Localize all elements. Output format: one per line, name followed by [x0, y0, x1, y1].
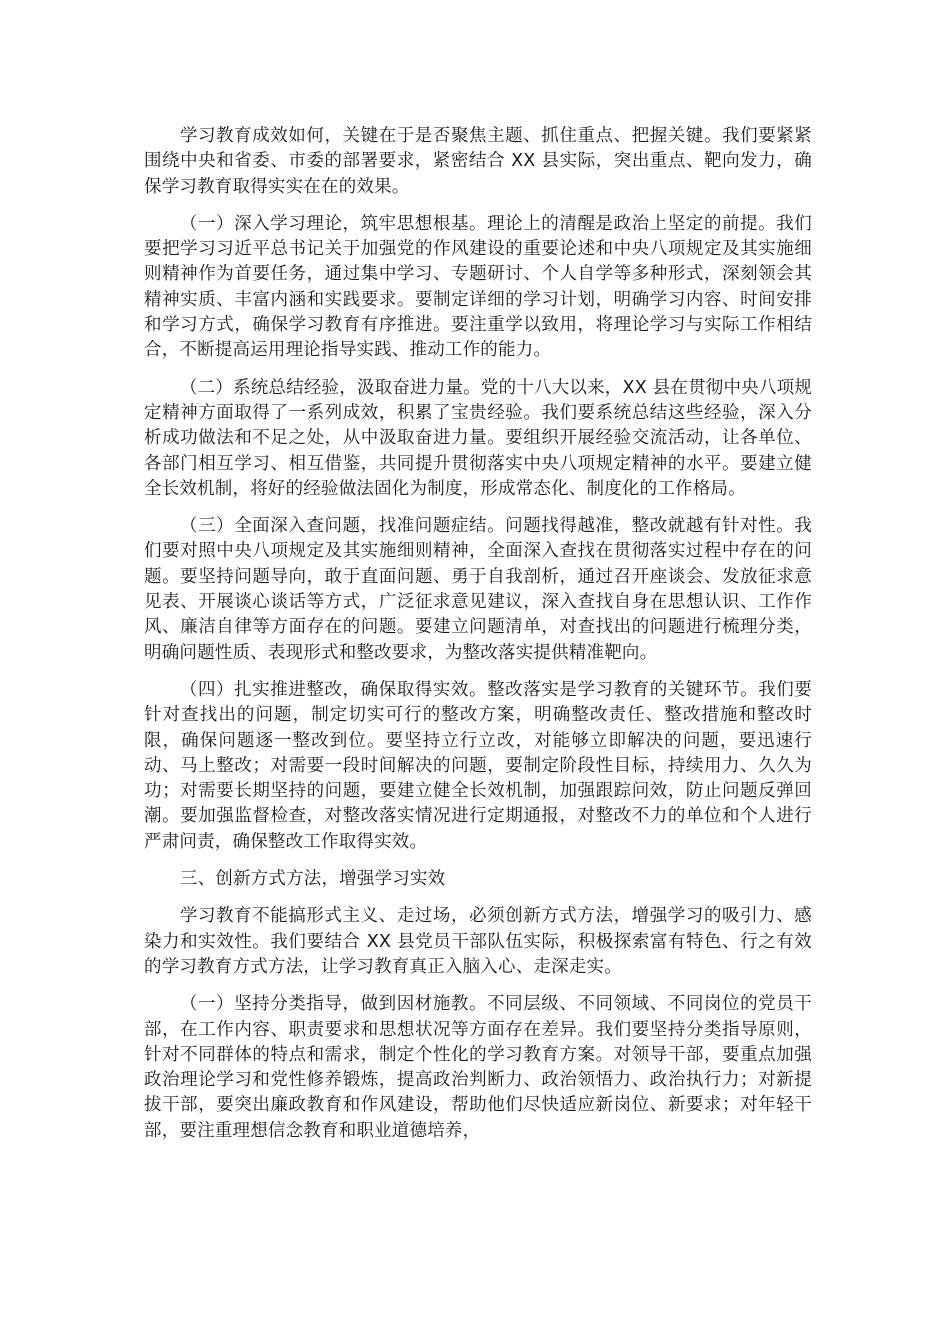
paragraph-find-problems: （三）全面深入查问题，找准问题症结。问题找得越准，整改就越有针对性。我们要对照中央八项规定及其实施细则精神，全面深入查找在贯彻落实过程中存在的问题。要坚持问题导向，敢于直面问题、勇于自我剖析，通过召开座谈会、发放征求意见表、开展谈心谈话等方式，广泛征求意见建议，深入查找自身在思想认识、工作作风、廉洁自律等方面存在的问题。要建立问题清单，对查找出的问题进行梳理分类，明确问题性质、表现形式和整改要求，为整改落实提供精准靶向。	[144, 516, 812, 663]
paragraph-innovation-intro: 学习教育不能搞形式主义、走过场，必须创新方式方法，增强学习的吸引力、感染力和实效性。我们要结合 XX 县党员干部队伍实际，积极探索富有特色、行之有效的学习教育方式方法，让学习教育真正入脑入心、走深走实。	[144, 906, 812, 977]
paragraph-rectification: （四）扎实推进整改，确保取得实效。整改落实是学习教育的关键环节。我们要针对查找出的问题，制定切实可行的整改方案，明确整改责任、整改措施和整改时限，确保问题逐一整改到位。要坚持立行立改，对能够立即解决的问题，要迅速行动、马上整改；对需要一段时间解决的问题，要制定阶段性目标，持续用力、久久为功；对需要长期坚持的问题，要建立健全长效机制，加强跟踪问效，防止问题反弹回潮。要加强监督检查，对整改落实情况进行定期通报，对整改不力的单位和个人进行严肃问责，确保整改工作取得实效。	[144, 679, 812, 852]
document-body	[144, 124, 812, 1156]
paragraph-intro: 学习教育成效如何，关键在于是否聚焦主题、抓住重点、把握关键。我们要紧紧围绕中央和省委、市委的部署要求，紧密结合 XX 县实际，突出重点、靶向发力，确保学习教育取得实实在在的效果。	[144, 126, 812, 197]
paragraph-classified-guidance: （一）坚持分类指导，做到因材施教。不同层级、不同领域、不同岗位的党员干部，在工作内容、职责要求和思想状况等方面存在差异。我们要坚持分类指导原则，针对不同群体的特点和需求，制定个性化的学习教育方案。对领导干部，要重点加强政治理论学习和党性修养锻炼，提高政治判断力、政治领悟力、政治执行力；对新提拔干部，要突出廉政教育和作风建设，帮助他们尽快适应新岗位、新要求；对年轻干部，要注重理想信念教育和职业道德培养，	[144, 994, 812, 1141]
paragraph-study-theory: （一）深入学习理论，筑牢思想根基。理论上的清醒是政治上坚定的前提。我们要把学习习近平总书记关于加强党的作风建设的重要论述和中央八项规定及其实施细则精神作为首要任务，通过集中学习、专题研讨、个人自学等多种形式，深刻领会其精神实质、丰富内涵和实践要求。要制定详细的学习计划，明确学习内容、时间安排和学习方式，确保学习教育有序推进。要注重学以致用，将理论学习与实际工作相结合，不断提高运用理论指导实践、推动工作的能力。	[144, 213, 812, 361]
paragraph-summarize-experience: （二）系统总结经验，汲取奋进力量。党的十八大以来，XX 县在贯彻中央八项规定精神方面取得了一系列成效，积累了宝贵经验。我们要系统总结这些经验，深入分析成功做法和不足之处，从中汲取奋进力量。要组织开展经验交流活动，让各单位、各部门相互学习、相互借鉴，共同提升贯彻落实中央八项规定精神的水平。要建立健全长效机制，将好的经验做法固化为制度，形成常态化、制度化的工作格局。	[144, 377, 812, 499]
section-heading: 三、创新方式方法，增强学习实效	[179, 869, 446, 890]
